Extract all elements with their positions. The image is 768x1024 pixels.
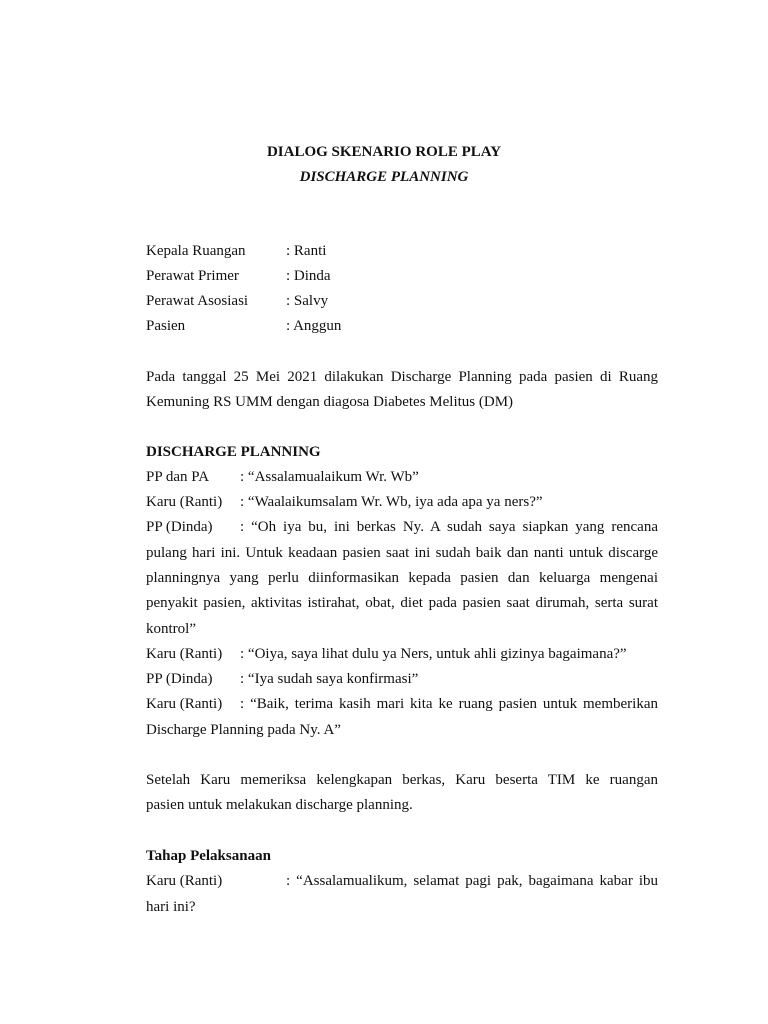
dialog-line bbox=[146, 645, 658, 663]
dialog-line bbox=[146, 872, 658, 890]
document-subtitle: DISCHARGE PLANNING bbox=[299, 169, 469, 185]
dialog-line bbox=[146, 468, 658, 486]
dialog-continuation: penyakit pasien, aktivitas istirahat, obat, diet pada pasien saat dirumah, serta surat bbox=[146, 595, 658, 611]
role-row bbox=[146, 317, 658, 335]
dialog-line bbox=[146, 493, 658, 511]
transition-paragraph-line: Setelah Karu memeriksa kelengkapan berkas, Karu beserta TIM ke ruangan bbox=[146, 772, 658, 788]
dialog-continuation: Discharge Planning pada Ny. A” bbox=[146, 722, 341, 738]
dialog-line bbox=[146, 518, 658, 536]
document-title: DIALOG SKENARIO ROLE PLAY bbox=[266, 144, 502, 160]
dialog-line bbox=[146, 695, 658, 713]
intro-paragraph-line: Kemuning RS UMM dengan diagosa Diabetes Melitus (DM) bbox=[146, 394, 514, 410]
dialog-speaker: PP dan PA bbox=[146, 469, 210, 485]
role-label: Kepala Ruangan bbox=[146, 243, 246, 259]
role-label: Pasien bbox=[146, 318, 186, 334]
section-heading-tahap-pelaksanaan: Tahap Pelaksanaan bbox=[146, 848, 271, 864]
dialog-speaker: Karu (Ranti) bbox=[146, 873, 223, 889]
dialog-text: : “Baik, terima kasih mari kita ke ruang pasien untuk memberikan bbox=[240, 696, 658, 712]
dialog-text: : “Waalaikumsalam Wr. Wb, iya ada apa ya ners?” bbox=[240, 494, 543, 510]
transition-paragraph-line: pasien untuk melakukan discharge planning. bbox=[146, 797, 413, 813]
section-heading-discharge-planning: DISCHARGE PLANNING bbox=[146, 444, 321, 460]
dialog-continuation: hari ini? bbox=[146, 899, 196, 915]
dialog-text: : “Oh iya bu, ini berkas Ny. A sudah saya siapkan yang rencana bbox=[240, 519, 658, 535]
role-value: : Anggun bbox=[286, 318, 342, 334]
dialog-continuation: pulang hari ini. Untuk keadaan pasien saat ini sudah baik dan nanti untuk discarge bbox=[146, 545, 658, 561]
dialog-continuation: kontrol” bbox=[146, 621, 196, 637]
role-row bbox=[146, 242, 658, 260]
role-value: : Dinda bbox=[286, 268, 331, 284]
role-value: : Salvy bbox=[286, 293, 329, 309]
dialog-text: : “Iya sudah saya konfirmasi” bbox=[240, 671, 419, 687]
dialog-continuation: planningnya yang perlu diinformasikan kepada pasien dan keluarga mengenai bbox=[146, 570, 658, 586]
dialog-text: : “Oiya, saya lihat dulu ya Ners, untuk ahli gizinya bagaimana?” bbox=[240, 646, 627, 662]
intro-paragraph-line: Pada tanggal 25 Mei 2021 dilakukan Discharge Planning pada pasien di Ruang bbox=[146, 369, 658, 385]
role-value: : Ranti bbox=[286, 243, 327, 259]
dialog-speaker: Karu (Ranti) bbox=[146, 646, 223, 662]
dialog-speaker: PP (Dinda) bbox=[146, 671, 213, 687]
role-row bbox=[146, 292, 658, 310]
dialog-text: : “Assalamualaikum Wr. Wb” bbox=[240, 469, 419, 485]
role-label: Perawat Asosiasi bbox=[146, 293, 249, 309]
dialog-text: : “Assalamualikum, selamat pagi pak, bagaimana kabar ibu bbox=[286, 873, 658, 889]
dialog-speaker: PP (Dinda) bbox=[146, 519, 213, 535]
role-label: Perawat Primer bbox=[146, 268, 239, 284]
role-row bbox=[146, 267, 658, 285]
dialog-speaker: Karu (Ranti) bbox=[146, 494, 223, 510]
dialog-line bbox=[146, 670, 658, 688]
dialog-speaker: Karu (Ranti) bbox=[146, 696, 223, 712]
